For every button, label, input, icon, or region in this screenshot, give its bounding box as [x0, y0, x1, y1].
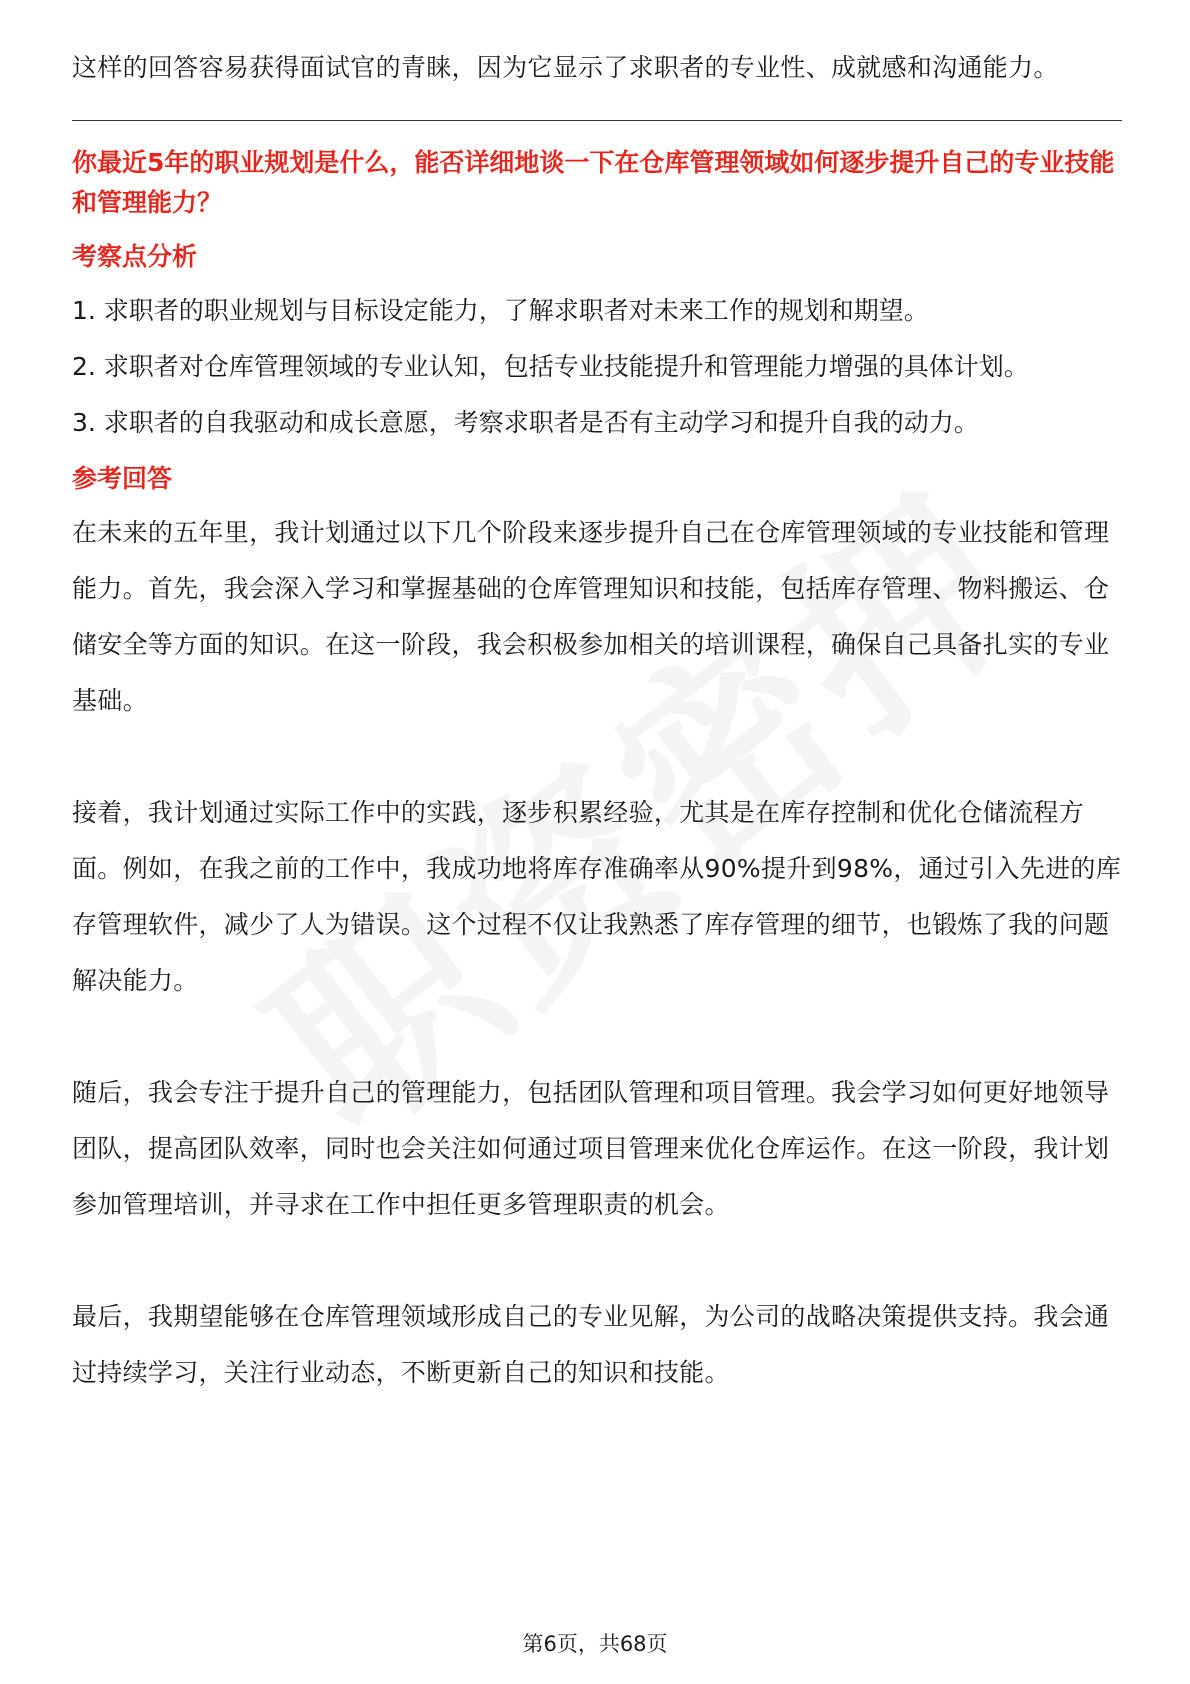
answer-paragraph-4: 最后，我期望能够在仓库管理领域形成自己的专业见解，为公司的战略决策提供支持。我会通过持续学习，关注行业动态，不断更新自己的知识和技能。 [72, 1302, 1110, 1387]
answer-paragraph-2: 接着，我计划通过实际工作中的实践，逐步积累经验，尤其是在库存控制和优化仓储流程方面。例如，在我之前的工作中，我成功地将库存准确率从90%提升到98%，通过引入先进的库存管理软件，减少了人为错误。这个过程不仅让我熟悉了库存管理的细节，也锻炼了我的问题解决能力。 [72, 798, 1122, 995]
analysis-item-1: 1. 求职者的职业规划与目标设定能力，了解求职者对未来工作的规划和期望。 [72, 296, 929, 325]
analysis-item-3: 3. 求职者的自我驱动和成长意愿，考察求职者是否有主动学习和提升自我的动力。 [72, 408, 979, 437]
question-title: 你最近5年的职业规划是什么，能否详细地谈一下在仓库管理领域如何逐步提升自己的专业技能和管理能力？ [72, 148, 1115, 217]
document-page [72, 40, 1122, 1401]
answer-paragraph-3: 随后，我会专注于提升自己的管理能力，包括团队管理和项目管理。我会学习如何更好地领导团队，提高团队效率，同时也会关注如何通过项目管理来优化仓库运作。在这一阶段，我计划参加管理培训，并寻求在工作中担任更多管理职责的机会。 [72, 1078, 1110, 1219]
analysis-heading: 考察点分析 [72, 242, 198, 271]
section-divider [72, 120, 1122, 121]
page-number: 第6页，共68页 [522, 1632, 668, 1656]
answer-paragraph-1: 在未来的五年里，我计划通过以下几个阶段来逐步提升自己在仓库管理领域的专业技能和管理能力。首先，我会深入学习和掌握基础的仓库管理知识和技能，包括库存管理、物料搬运、仓储安全等方面的知识。在这一阶段，我会积极参加相关的培训课程，确保自己具备扎实的专业基础。 [72, 518, 1110, 715]
analysis-item-2: 2. 求职者对仓库管理领域的专业认知，包括专业技能提升和管理能力增强的具体计划。 [72, 352, 1029, 381]
intro-paragraph: 这样的回答容易获得面试官的青睐，因为它显示了求职者的专业性、成就感和沟通能力。 [72, 53, 1059, 82]
answer-heading: 参考回答 [72, 464, 173, 493]
